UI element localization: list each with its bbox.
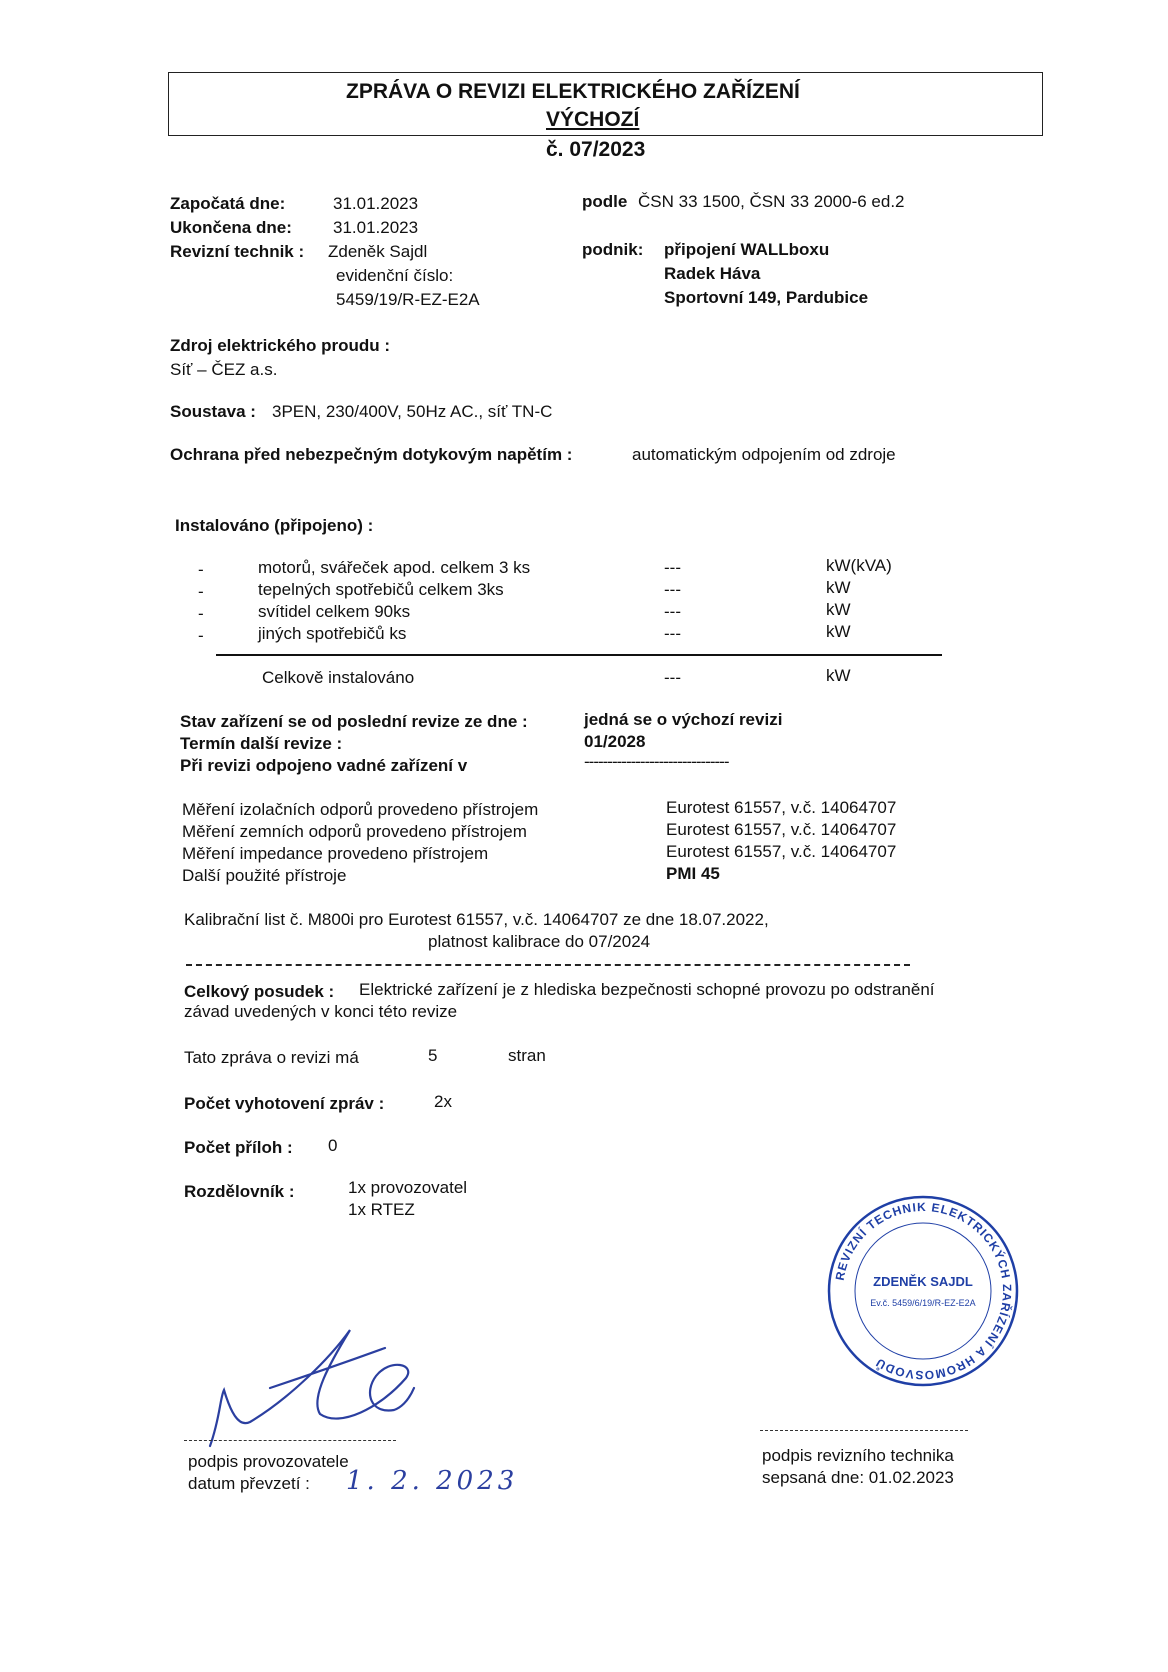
operator-signature (180, 1318, 440, 1458)
copies-value: 2x (434, 1092, 452, 1111)
attachments-label: Počet příloh : (184, 1138, 293, 1157)
measurement-instrument: Eurotest 61557, v.č. 14064707 (666, 842, 897, 861)
total-unit: kW (826, 666, 851, 685)
measurement-label: Měření izolačních odporů provedeno přístrojem (182, 800, 539, 819)
state-value: jedná se o výchozí revizi (584, 710, 783, 729)
operator-signature-label: podpis provozovatele (188, 1452, 349, 1471)
measurement-instrument: Eurotest 61557, v.č. 14064707 (666, 820, 897, 839)
calibration-line1: Kalibrační list č. M800i pro Eurotest 61557, v.č. 14064707 ze dne 18.07.2022, (184, 910, 769, 929)
measurement-instrument: PMI 45 (666, 864, 720, 883)
system-value: 3PEN, 230/400V, 50Hz AC., síť TN-C (272, 402, 553, 421)
stamp-outer-text: REVIZNÍ TECHNIK ELEKTRICKÝCH ZAŘÍZENÍ A HROMOSVODŮ (832, 1199, 1015, 1383)
system-label: Soustava : (170, 402, 256, 421)
stamp-name: ZDENĚK SAJDL (873, 1274, 973, 1289)
handover-date: 1. 2. 2023 (346, 1466, 519, 1496)
installed-value: --- (664, 602, 681, 621)
installed-item: tepelných spotřebičů celkem 3ks (258, 580, 504, 599)
ended-label: Ukončena dne: (170, 218, 292, 237)
total-label: Celkově instalováno (262, 668, 415, 687)
installed-value: --- (664, 580, 681, 599)
report-number: č. 07/2023 (546, 138, 646, 161)
disconnected-value: ------------------------------- (584, 752, 729, 771)
state-label: Stav zařízení se od poslední revize ze dne : (180, 712, 528, 731)
standard-label: podle (582, 192, 628, 211)
total-value: --- (664, 668, 681, 687)
installed-unit: kW(kVA) (826, 556, 892, 575)
copies-label: Počet vyhotovení zpráv : (184, 1094, 385, 1113)
technician-stamp (826, 1194, 1020, 1388)
distribution-label: Rozdělovník : (184, 1182, 295, 1201)
installed-bullet: - (198, 560, 204, 579)
pages-unit: stran (508, 1046, 546, 1065)
source-value: Síť – ČEZ a.s. (170, 360, 278, 379)
installed-item: svítidel celkem 90ks (258, 602, 411, 621)
technician-signature-line (760, 1430, 968, 1431)
measurement-label: Další použité přístroje (182, 866, 347, 885)
standard-value: ČSN 33 1500, ČSN 33 2000-6 ed.2 (638, 192, 905, 211)
measurement-label: Měření impedance provedeno přístrojem (182, 844, 489, 863)
installed-item: motorů, svářeček apod. celkem 3 ks (258, 558, 531, 577)
started-value: 31.01.2023 (333, 194, 419, 213)
distribution-item: 1x RTEZ (348, 1200, 415, 1219)
measurement-label: Měření zemních odporů provedeno přístrojem (182, 822, 527, 841)
pages-value: 5 (428, 1046, 438, 1065)
company-line2: Radek Háva (664, 264, 761, 283)
technician-label: Revizní technik : (170, 242, 305, 261)
assessment-label: Celkový posudek : (184, 982, 335, 1001)
assessment-text1: Elektrické zařízení je z hlediska bezpečnosti schopné provozu po odstranění (359, 980, 935, 999)
written-date: sepsaná dne: 01.02.2023 (762, 1468, 954, 1487)
installed-label: Instalováno (připojeno) : (175, 516, 374, 535)
started-label: Započatá dne: (170, 194, 286, 213)
handover-label: datum převzetí : (188, 1474, 310, 1493)
disconnected-label: Při revizi odpojeno vadné zařízení v (180, 756, 468, 775)
installed-bullet: - (198, 582, 204, 601)
company-label: podnik: (582, 240, 644, 259)
installed-item: jiných spotřebičů ks (258, 624, 407, 643)
attachments-value: 0 (328, 1136, 338, 1155)
installed-unit: kW (826, 600, 851, 619)
protection-label: Ochrana před nebezpečným dotykovým napětím : (170, 445, 573, 464)
stamp-evid: Ev.č. 5459/6/19/R-EZ-E2A (870, 1298, 976, 1308)
operator-signature-line (184, 1440, 396, 1441)
ended-value: 31.01.2023 (333, 218, 419, 237)
evid-value: 5459/19/R-EZ-E2A (336, 290, 480, 309)
installed-unit: kW (826, 622, 851, 641)
section-divider (186, 964, 910, 966)
next-revision-value: 01/2028 (584, 732, 646, 751)
source-label: Zdroj elektrického proudu : (170, 336, 391, 355)
measurement-instrument: Eurotest 61557, v.č. 14064707 (666, 798, 897, 817)
calibration-line2: platnost kalibrace do 07/2024 (428, 932, 651, 951)
assessment-text2: závad uvedených v konci této revize (184, 1002, 458, 1021)
installed-bullet: - (198, 604, 204, 623)
evid-label: evidenční číslo: (336, 266, 454, 285)
total-divider (216, 654, 942, 656)
protection-value: automatickým odpojením od zdroje (632, 445, 896, 464)
installed-value: --- (664, 558, 681, 577)
company-line1: připojení WALLboxu (664, 240, 830, 259)
pages-label: Tato zpráva o revizi má (184, 1048, 359, 1067)
installed-value: --- (664, 624, 681, 643)
next-revision-label: Termín další revize : (180, 734, 343, 753)
installed-bullet: - (198, 626, 204, 645)
report-subtitle: VÝCHOZÍ (546, 108, 640, 131)
installed-unit: kW (826, 578, 851, 597)
company-line3: Sportovní 149, Pardubice (664, 288, 869, 307)
technician-value: Zdeněk Sajdl (328, 242, 428, 261)
distribution-item: 1x provozovatel (348, 1178, 468, 1197)
report-title: ZPRÁVA O REVIZI ELEKTRICKÉHO ZAŘÍZENÍ (346, 80, 800, 103)
svg-text:REVIZNÍ TECHNIK ELEKTRICKÝCH Z (833, 1200, 1014, 1382)
technician-signature-label: podpis revizního technika (762, 1446, 954, 1465)
